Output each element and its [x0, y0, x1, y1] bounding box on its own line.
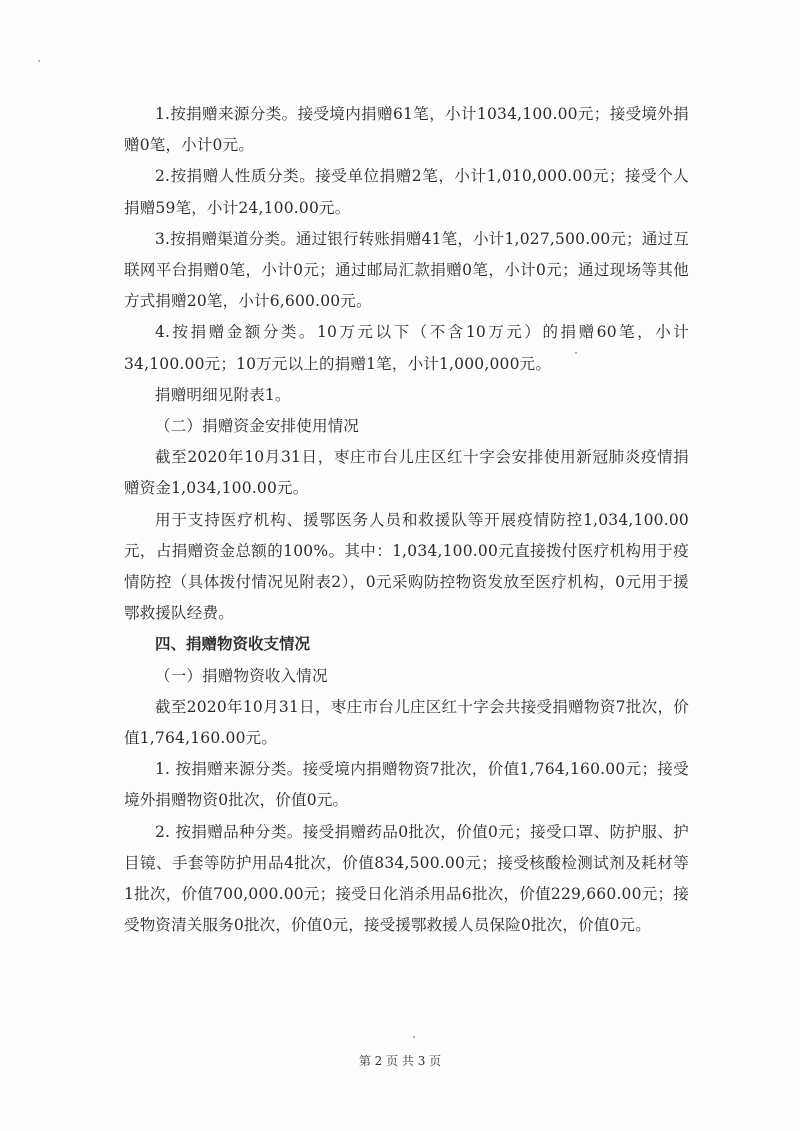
paragraph-fund-allocation: 用于支持医疗机构、援鄂医务人员和救援队等开展疫情防控1,034,100.00元，占捐赠资金总额的100%。其中：1,034,100.00元直接拨付医疗机构用于疫情防控（具体拨付情况见附表2），0元采购防控物资发放至医疗机构，0元用于援鄂救援队经费。 [124, 510, 689, 623]
subheading-material-income: （一）捐赠物资收入情况 [155, 666, 328, 685]
paragraph-material-total: 截至2020年10月31日，枣庄市台儿庄区红十字会共接受捐赠物资7批次，价值1,764,160.00元。 [124, 697, 689, 748]
page-number-footer: 第 2 页 共 3 页 [358, 1054, 442, 1068]
subheading-fund-usage: （二）捐赠资金安排使用情况 [155, 417, 360, 436]
paragraph-donation-source: 1.按捐赠来源分类。接受境内捐赠61笔，小计1034,100.00元；接受境外捐赠0笔，小计0元。 [124, 105, 689, 155]
scan-speck [413, 1036, 415, 1038]
scan-speck [38, 60, 40, 62]
section-heading-materials: 四、捐赠物资收支情况 [155, 635, 311, 654]
paragraph-donor-type: 2.按捐赠人性质分类。接受单位捐赠2笔，小计1,010,000.00元；接受个人捐赠59笔，小计24,100.00元。 [124, 167, 689, 217]
paragraph-material-category: 2. 按捐赠品种分类。接受捐赠药品0批次，价值0元；接受口罩、防护服、护目镜、手套等防护用品4批次，价值834,500.00元；接受核酸检测试剂及耗材等1批次，价值700,000.00元；接受日化消杀用品6批次，价值229,660.00元；接受物资清关服务0批次，价值0元，接受援鄂救援人员保险0批次，价值0元。 [124, 822, 689, 935]
paragraph-donation-amount: 4.按捐赠金额分类。10万元以下（不含10万元）的捐赠60笔，小计34,100.00元；10万元以上的捐赠1笔，小计1,000,000元。 [124, 323, 689, 373]
document-body [124, 99, 689, 941]
paragraph-fund-total: 截至2020年10月31日，枣庄市台儿庄区红十字会安排使用新冠肺炎疫情捐赠资金1,034,100.00元。 [124, 448, 689, 498]
paragraph-material-source: 1. 按捐赠来源分类。接受境内捐赠物资7批次，价值1,764,160.00元；接受境外捐赠物资0批次，价值0元。 [124, 760, 689, 810]
paragraph-details-reference: 捐赠明细见附表1。 [155, 385, 291, 404]
paragraph-donation-channel: 3.按捐赠渠道分类。通过银行转账捐赠41笔，小计1,027,500.00元；通过互联网平台捐赠0笔，小计0元；通过邮局汇款捐赠0笔，小计0元；通过现场等其他方式捐赠20笔，小计6,600.00元。 [124, 229, 689, 311]
